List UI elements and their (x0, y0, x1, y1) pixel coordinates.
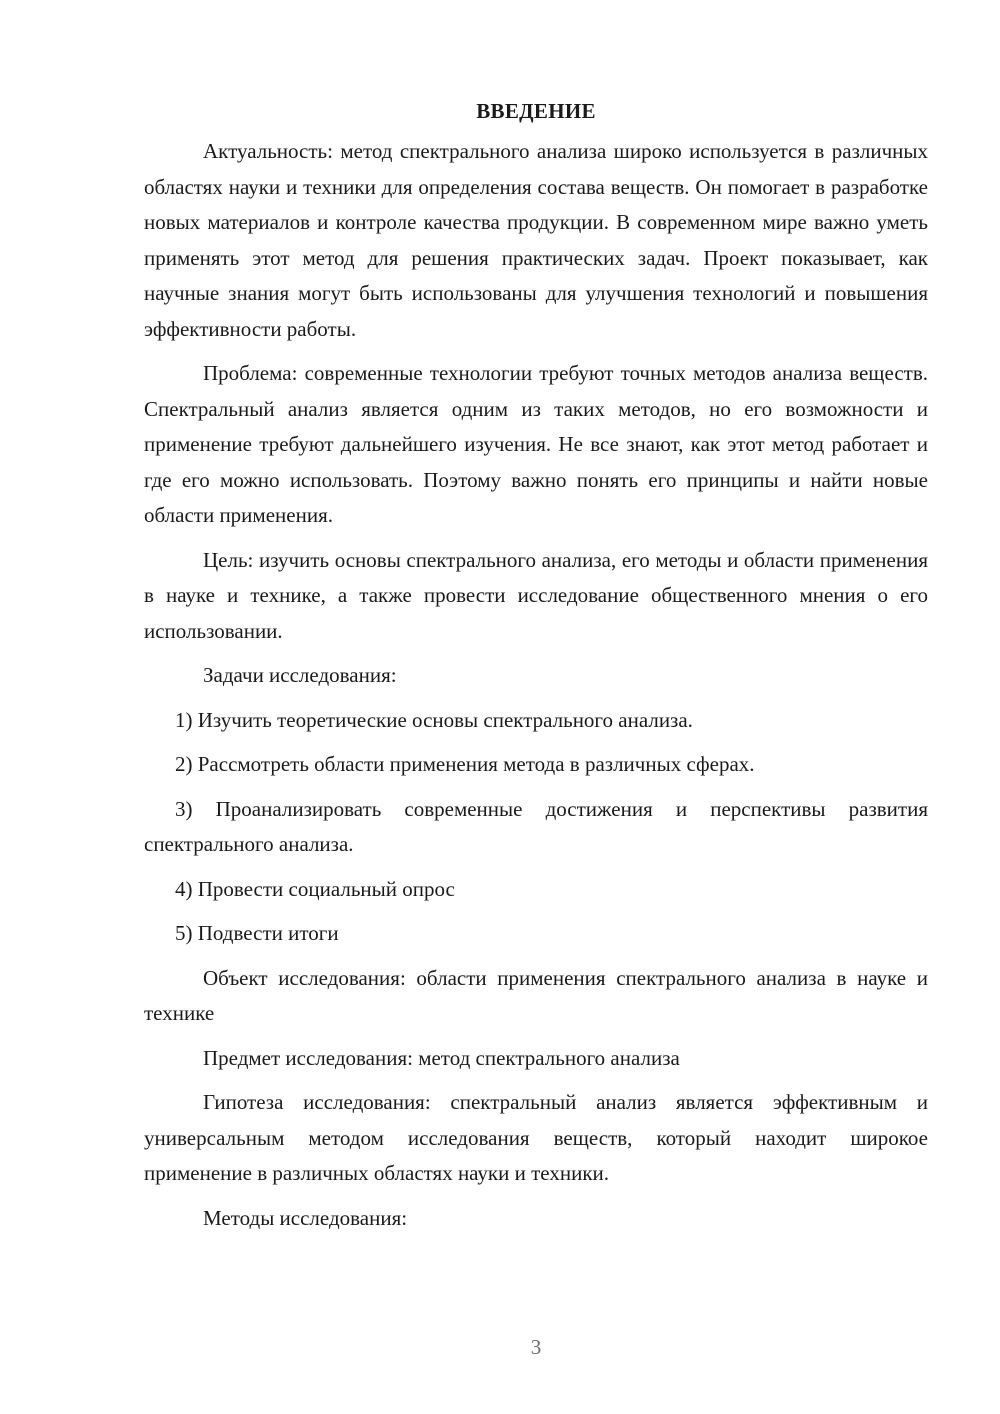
page-heading: ВВЕДЕНИЕ (476, 99, 596, 123)
paragraph-object: Объект исследования: области применения спектрального анализа в науке и технике (144, 965, 928, 1025)
task-item-4: 4) Провести социальный опрос (175, 876, 455, 901)
paragraph-subject: Предмет исследования: метод спектрального анализа (203, 1045, 680, 1070)
task-item-2: 2) Рассмотреть области применения метода в различных сферах. (175, 752, 755, 776)
paragraph-methods-title: Методы исследования: (203, 1205, 408, 1230)
task-item-1: 1) Изучить теоретические основы спектрального анализа. (175, 707, 693, 732)
task-item-5: 5) Подвести итоги (175, 921, 339, 945)
paragraph-hypothesis: Гипотеза исследования: спектральный анализ является эффективным и универсальным методом исследования веществ, который находит широкое применение в различных областях науки и техники. (144, 1090, 928, 1185)
page-content (144, 96, 928, 1245)
paragraph-relevance: Актуальность: метод спектрального анализа широко используется в различных областях науки и техники для определения состава веществ. Он помогает в разработке новых материалов и контроле качества продукции. В современном мире важно уметь применять этот метод для решения практических задач. Проект показывает, как научные знания могут быть использованы для улучшения технологий и повышения эффективности работы. (144, 139, 928, 341)
page-number: 3 (530, 1335, 542, 1359)
task-item-3: 3) Проанализировать современные достижения и перспективы развития спектрального анализа. (144, 796, 928, 856)
paragraph-tasks-title: Задачи исследования: (203, 663, 397, 687)
paragraph-problem: Проблема: современные технологии требуют точных методов анализа веществ. Спектральный анализ является одним из таких методов, но его возможности и применение требуют дальнейшего изучения. Не все знают, как этот метод работает и где его можно использовать. Поэтому важно понять его принципы и найти новые области применения. (144, 361, 928, 527)
paragraph-goal: Цель: изучить основы спектрального анализа, его методы и области применения в науке и технике, а также провести исследование общественного мнения о его использовании. (144, 547, 928, 643)
